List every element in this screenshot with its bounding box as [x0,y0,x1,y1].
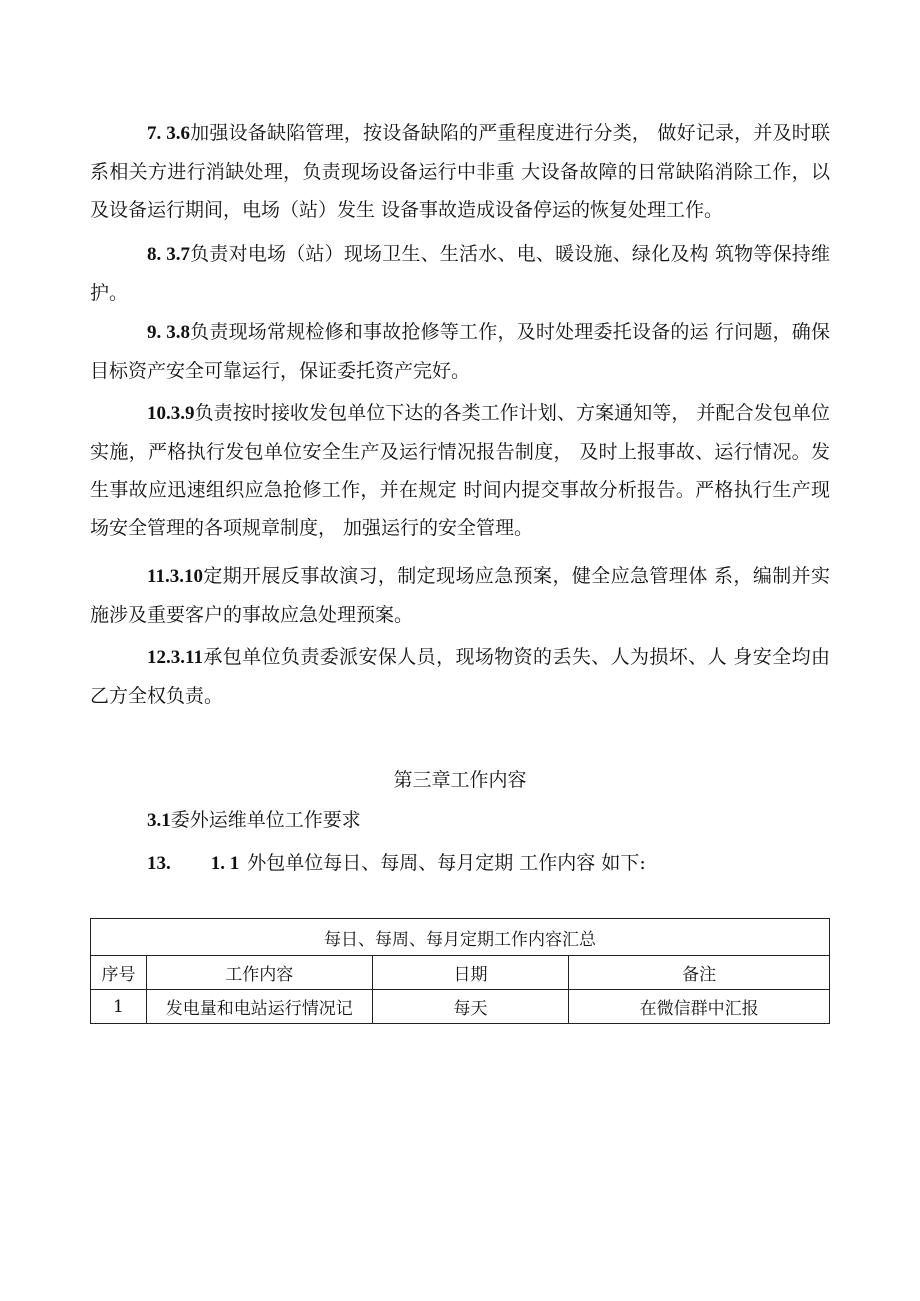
item-13 [147,848,646,879]
section-number: 3.1 [147,810,171,831]
paragraph-text: 负责按时接收发包单位下达的各类工作计划、方案通知等， 并配合发包单位实施，严格执行发包单位安全生产及运行情况报告制度， 及时上报事故、运行情况。发生事故应迅速组织应急抢修工作，并在规定 时间内提交事故分析报告。严格执行生产现场安全管理的各项规章制度， 加强运行的安全管理。 [90,402,830,539]
paragraph-3-11 [90,638,830,715]
paragraph-number: 7. 3.6 [147,123,190,144]
item-number: 13. [147,853,171,874]
paragraph-number: 10.3.9 [147,403,195,424]
paragraph-3-10 [90,557,830,634]
section-heading [147,805,361,836]
paragraph-3-9 [90,394,830,547]
header-content: 工作内容 [146,956,372,990]
chapter-title: 第三章工作内容 [393,769,527,791]
item-sub-number: 1. 1 [210,853,240,874]
table-row [91,990,830,1024]
header-remarks: 备注 [569,956,830,990]
paragraph-text: 定期开展反事故演习，制定现场应急预案，健全应急管理体 系，编制并实施涉及重要客户的事故应急处理预案。 [90,565,830,626]
paragraph-number: 8. 3.7 [147,244,190,265]
paragraph-number: 12.3.11 [147,647,203,668]
paragraph-text: 加强设备缺陷管理，按设备缺陷的严重程度进行分类， 做好记录，并及时联系相关方进行消缺处理，负责现场设备运行中非重 大设备故障的日常缺陷消除工作，以及设备运行期间，电场（站）发生 设备事故造成设备停运的恢复处理工作。 [90,122,831,221]
table-header-row [91,956,830,990]
item-text: 外包单位每日、每周、每月定期 工作内容 如下: [247,852,646,874]
cell-index: 1 [91,990,147,1024]
paragraph-text: 负责现场常规检修和事故抢修等工作，及时处理委托设备的运 行问题，确保目标资产安全可靠运行，保证委托资产完好。 [90,321,831,382]
paragraph-3-8 [90,313,830,390]
paragraph-text: 承包单位负责委派安保人员，现场物资的丢失、人为损坏、人 身安全均由乙方全权负责。 [90,646,830,707]
work-content-table [90,918,830,1024]
header-index: 序号 [91,956,147,990]
paragraph-number: 9. 3.8 [147,322,190,343]
paragraph-3-7 [90,235,830,312]
paragraph-3-6 [90,114,830,229]
cell-remarks: 在微信群中汇报 [569,990,830,1024]
cell-date: 每天 [372,990,569,1024]
paragraph-text: 负责对电场（站）现场卫生、生活水、电、暖设施、绿化及构 筑物等保持维护。 [90,243,831,304]
header-date: 日期 [372,956,569,990]
cell-content: 发电量和电站运行情况记 [146,990,372,1024]
paragraph-number: 11.3.10 [147,566,203,587]
table-caption: 每日、每周、每月定期工作内容汇总 [91,919,830,956]
section-text: 委外运维单位工作要求 [170,809,361,831]
